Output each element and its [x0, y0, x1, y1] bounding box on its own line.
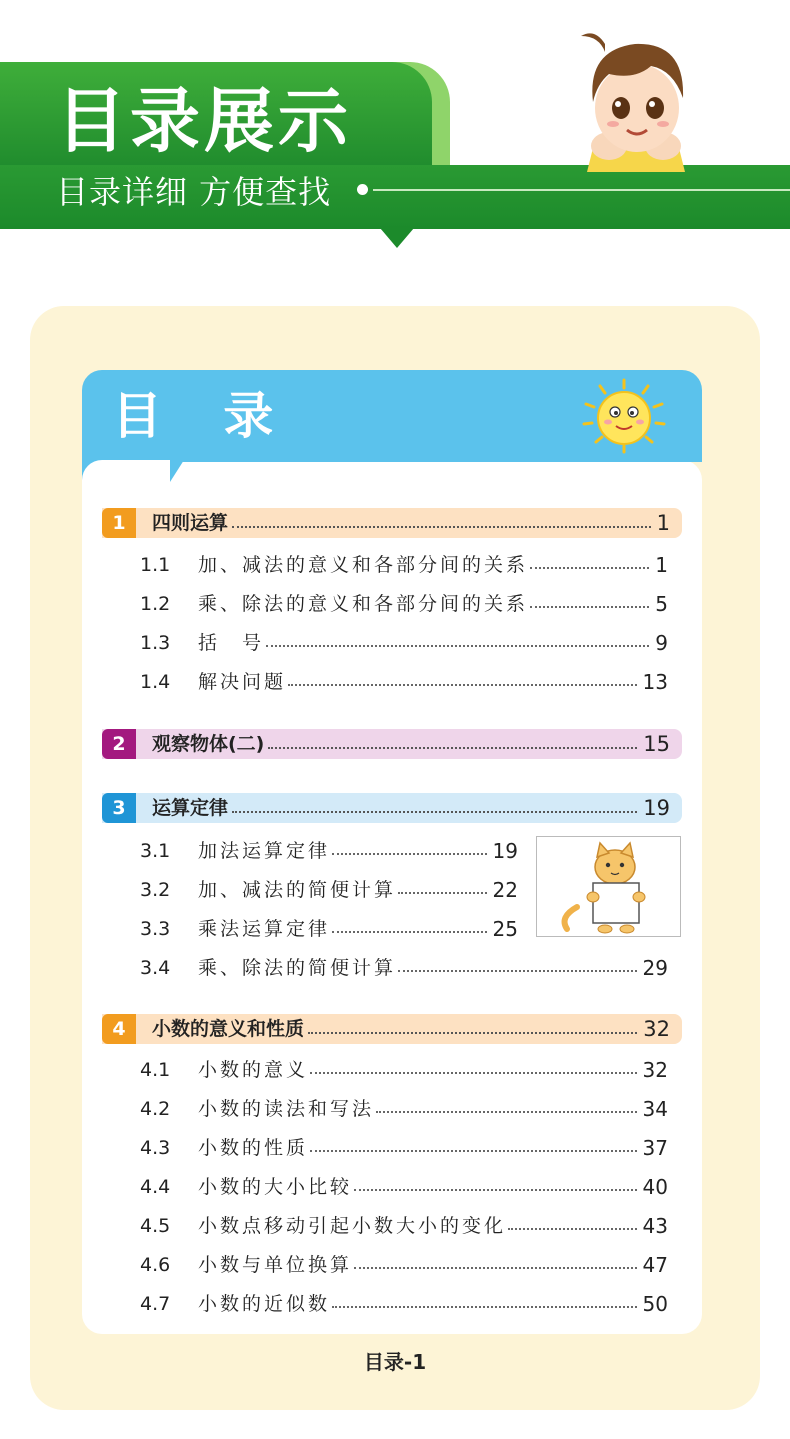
section-row[interactable]: [140, 1290, 668, 1318]
section-title: 小数的意义: [198, 1059, 309, 1081]
section-title: 小数的近似数: [198, 1293, 331, 1315]
section-number: 4.7: [140, 1293, 171, 1315]
section-page: 13: [642, 670, 668, 694]
section-title: 小数与单位换算: [198, 1254, 353, 1276]
section-page: 19: [492, 839, 518, 863]
section-page: 22: [492, 878, 518, 902]
section-number: 4.4: [140, 1176, 171, 1198]
section-number: 4.2: [140, 1098, 171, 1120]
section-title: 小数的性质: [198, 1137, 309, 1159]
section-title: 乘、除法的简便计算: [198, 957, 397, 979]
section-page: 43: [642, 1214, 668, 1238]
section-title: 括 号: [198, 632, 265, 654]
section-number: 3.2: [140, 879, 171, 901]
cat-illustration-box: [536, 836, 681, 937]
leader-dots: [332, 1306, 637, 1308]
leader-dots: [376, 1111, 637, 1113]
cat-icon: [537, 837, 680, 936]
chapter-page: 15: [643, 732, 670, 756]
leader-dots: [310, 1072, 637, 1074]
section-title: 解决问题: [198, 671, 287, 693]
chapter-number: 2: [102, 729, 136, 759]
section-page: 40: [642, 1175, 668, 1199]
section-page: 37: [642, 1136, 668, 1160]
section-row[interactable]: [140, 1095, 668, 1123]
section-row[interactable]: [140, 551, 668, 579]
chapter-title: 运算定律: [152, 793, 230, 823]
leader-dots: [332, 853, 487, 855]
section-number: 4.5: [140, 1215, 171, 1237]
section-number: 3.4: [140, 957, 171, 979]
section-row[interactable]: [140, 1056, 668, 1084]
chapter-title: 观察物体(二): [152, 729, 266, 759]
section-page: 5: [655, 592, 668, 616]
toc-card-corner: [82, 460, 182, 484]
section-row[interactable]: [140, 876, 518, 904]
leader-dots: [530, 606, 649, 608]
section-row[interactable]: [140, 629, 668, 657]
section-number: 1.2: [140, 593, 171, 615]
section-number: 4.1: [140, 1059, 171, 1081]
boy-illustration: [565, 22, 705, 172]
chapter-number: 3: [102, 793, 136, 823]
section-page: 25: [492, 917, 518, 941]
toc-heading: 目 录: [112, 387, 296, 445]
section-number: 4.3: [140, 1137, 171, 1159]
chapter-row[interactable]: [102, 729, 682, 759]
page-number: 目录-1: [363, 1350, 427, 1374]
leader-dots: [232, 526, 651, 528]
leader-dots: [266, 645, 649, 647]
section-number: 1.4: [140, 671, 171, 693]
chapter-row[interactable]: [102, 793, 682, 823]
section-page: 50: [642, 1292, 668, 1316]
section-page: 32: [642, 1058, 668, 1082]
banner-dot: [357, 184, 368, 195]
leader-dots: [354, 1189, 637, 1191]
leader-dots: [232, 811, 637, 813]
leader-dots: [508, 1228, 637, 1230]
section-number: 1.3: [140, 632, 171, 654]
banner-subtitle: 目录详细 方便查找: [56, 173, 332, 211]
section-title: 小数的读法和写法: [198, 1098, 375, 1120]
section-number: 4.6: [140, 1254, 171, 1276]
leader-dots: [310, 1150, 637, 1152]
leader-dots: [332, 931, 487, 933]
leader-dots: [354, 1267, 637, 1269]
section-page: 47: [642, 1253, 668, 1277]
toc-header-tail: [170, 460, 184, 482]
section-row[interactable]: [140, 590, 668, 618]
section-row[interactable]: [140, 1212, 668, 1240]
section-row[interactable]: [140, 668, 668, 696]
section-title: 加、减法的意义和各部分间的关系: [198, 554, 529, 576]
chapter-page: 19: [643, 796, 670, 820]
section-title: 乘、除法的意义和各部分间的关系: [198, 593, 529, 615]
sun-icon: [578, 378, 670, 454]
section-row[interactable]: [140, 1134, 668, 1162]
leader-dots: [398, 892, 487, 894]
leader-dots: [398, 970, 637, 972]
section-number: 3.1: [140, 840, 171, 862]
section-title: 小数的大小比较: [198, 1176, 353, 1198]
section-title: 乘法运算定律: [198, 918, 331, 940]
chapter-row[interactable]: [102, 1014, 682, 1044]
chapter-number: 4: [102, 1014, 136, 1044]
leader-dots: [268, 747, 637, 749]
section-row[interactable]: [140, 1173, 668, 1201]
section-page: 29: [642, 956, 668, 980]
banner-line: [373, 189, 790, 191]
banner-notch: [380, 228, 414, 248]
leader-dots: [308, 1032, 637, 1034]
section-row[interactable]: [140, 915, 518, 943]
section-page: 34: [642, 1097, 668, 1121]
section-number: 1.1: [140, 554, 171, 576]
chapter-number: 1: [102, 508, 136, 538]
section-row[interactable]: [140, 954, 668, 982]
chapter-page: 32: [643, 1017, 670, 1041]
section-row[interactable]: [140, 837, 518, 865]
section-page: 1: [655, 553, 668, 577]
section-row[interactable]: [140, 1251, 668, 1279]
banner-title: 目录展示: [56, 80, 352, 162]
section-number: 3.3: [140, 918, 171, 940]
chapter-row[interactable]: [102, 508, 682, 538]
leader-dots: [530, 567, 649, 569]
section-title: 小数点移动引起小数大小的变化: [198, 1215, 507, 1237]
chapter-title: 四则运算: [152, 508, 230, 538]
section-title: 加、减法的简便计算: [198, 879, 397, 901]
section-title: 加法运算定律: [198, 840, 331, 862]
chapter-title: 小数的意义和性质: [152, 1014, 306, 1044]
leader-dots: [288, 684, 637, 686]
section-page: 9: [655, 631, 668, 655]
chapter-page: 1: [656, 511, 670, 535]
